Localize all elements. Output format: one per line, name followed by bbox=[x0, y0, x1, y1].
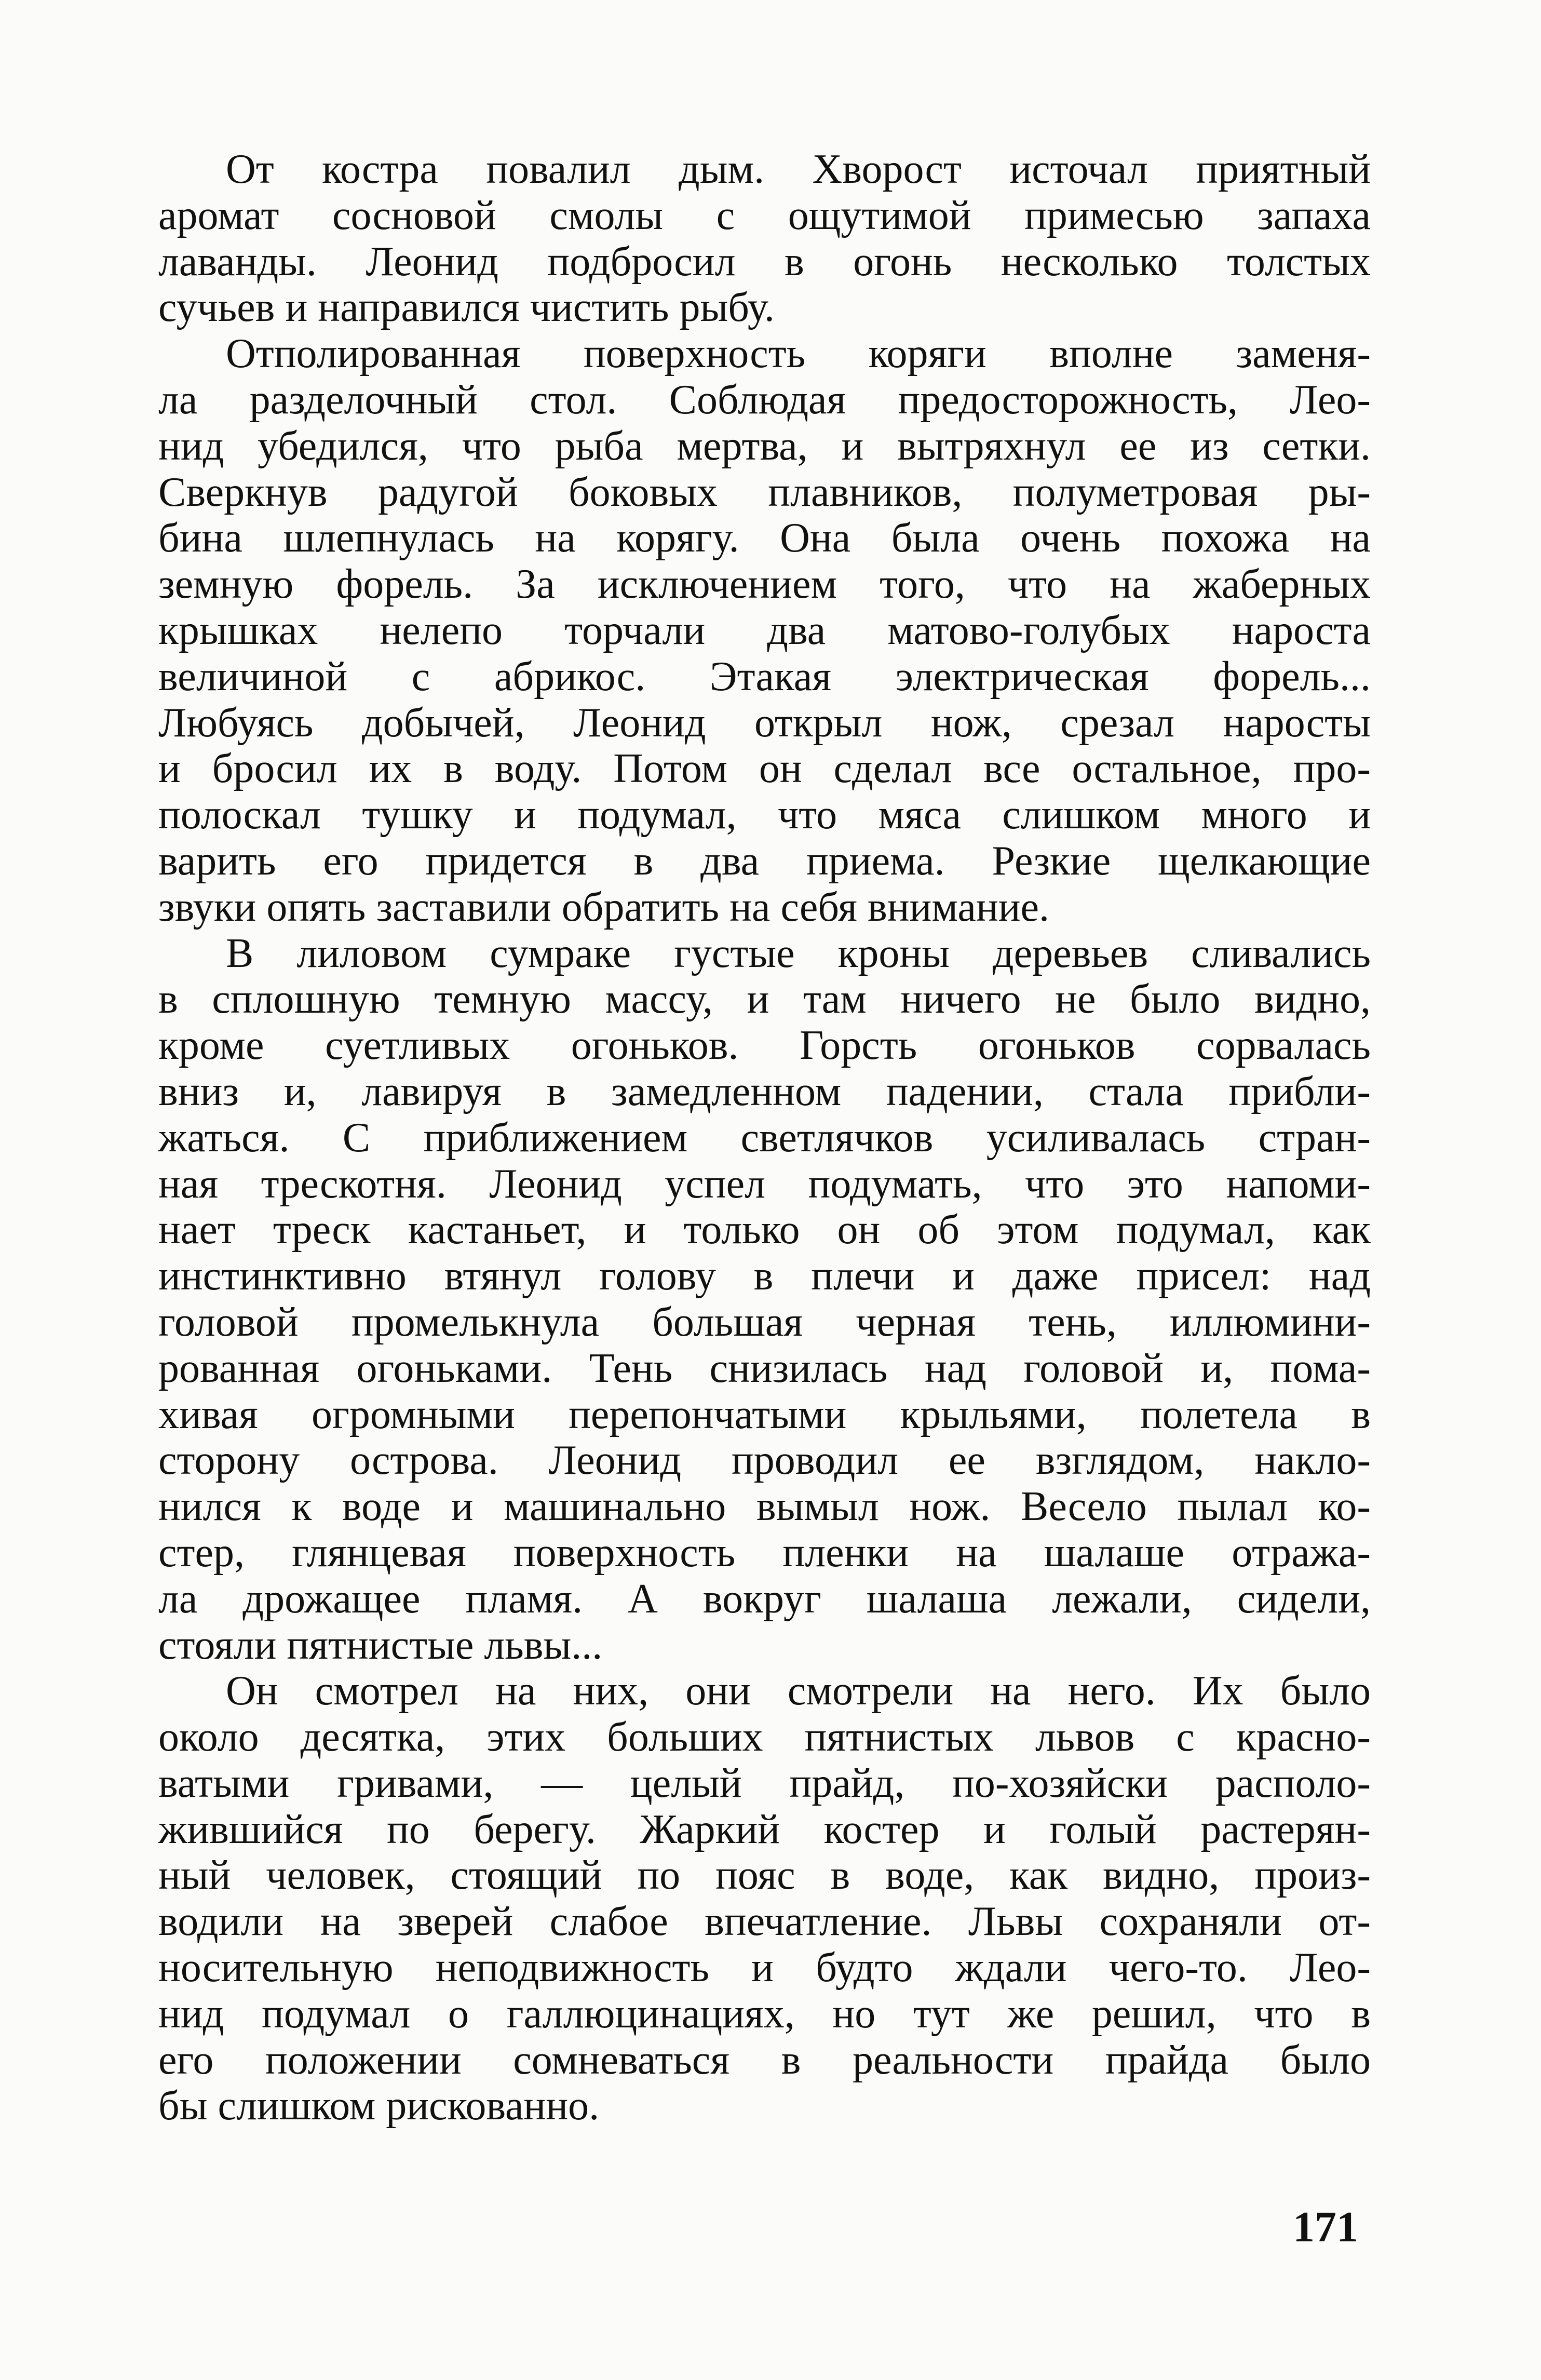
text-line: около десятка, этих больших пятнистых львов с красно- bbox=[158, 1714, 1371, 1760]
text-line: Любуясь добычей, Леонид открыл нож, срезал наросты bbox=[158, 700, 1371, 746]
text-line: головой промелькнула большая черная тень, иллюмини- bbox=[158, 1299, 1371, 1345]
text-line: водили на зверей слабое впечатление. Львы сохраняли от- bbox=[158, 1899, 1371, 1945]
text-line: звуки опять заставили обратить на себя внимание. bbox=[158, 884, 1050, 930]
text-line: сторону острова. Леонид проводил ее взглядом, накло- bbox=[158, 1437, 1371, 1484]
text-line: хивая огромными перепончатыми крыльями, полетела в bbox=[158, 1391, 1371, 1437]
text-line: стояли пятнистые львы... bbox=[158, 1622, 603, 1668]
text-line: бы слишком рискованно. bbox=[158, 2083, 600, 2129]
text-line: нид подумал о галлюцинациях, но тут же решил, что в bbox=[158, 1991, 1371, 2037]
text-line: нился к воде и машинально вымыл нож. Весело пылал ко- bbox=[158, 1484, 1371, 1530]
text-line: сучьев и направился чистить рыбу. bbox=[158, 285, 775, 331]
text-line: инстинктивно втянул голову в плечи и даже присел: над bbox=[158, 1253, 1371, 1299]
text-line: нает треск кастаньет, и только он об этом подумал, как bbox=[158, 1207, 1371, 1253]
text-line: носительную неподвижность и будто ждали чего-то. Лео- bbox=[158, 1945, 1371, 1991]
text-line: варить его придется в два приема. Резкие щелкающие bbox=[158, 838, 1371, 884]
text-line: ла разделочный стол. Соблюдая предосторожность, Лео- bbox=[158, 377, 1371, 423]
text-line: стер, глянцевая поверхность пленки на шалаше отража- bbox=[158, 1529, 1371, 1576]
text-line: бина шлепнулась на корягу. Она была очень похожа на bbox=[158, 515, 1371, 561]
text-line: ная трескотня. Леонид успел подумать, что это напоми- bbox=[158, 1161, 1371, 1207]
text-line: кроме суетливых огоньков. Горсть огоньков сорвалась bbox=[158, 1023, 1371, 1069]
text-line: Он смотрел на них, они смотрели на него. Их было bbox=[226, 1668, 1371, 1714]
text-line: лаванды. Леонид подбросил в огонь несколько толстых bbox=[158, 238, 1371, 285]
text-line: нид убедился, что рыба мертва, и вытряхнул ее из сетки. bbox=[158, 423, 1371, 469]
text-line: жаться. С приближением светлячков усиливалась стран- bbox=[158, 1114, 1371, 1161]
page-number: 171 bbox=[1293, 2203, 1358, 2251]
text-line: его положении сомневаться в реальности прайда было bbox=[158, 2037, 1371, 2083]
text-line: и бросил их в воду. Потом он сделал все остальное, про- bbox=[158, 746, 1371, 792]
text-line: В лиловом сумраке густые кроны деревьев сливались bbox=[226, 930, 1371, 976]
paragraph bbox=[158, 331, 1371, 930]
body-text bbox=[158, 146, 1371, 2129]
text-line: Сверкнув радугой боковых плавников, полуметровая ры- bbox=[158, 469, 1371, 515]
text-line: в сплошную темную массу, и там ничего не было видно, bbox=[158, 976, 1371, 1023]
text-line: ла дрожащее пламя. А вокруг шалаша лежали, сидели, bbox=[158, 1576, 1371, 1622]
text-line: Отполированная поверхность коряги вполне заменя- bbox=[226, 331, 1371, 377]
text-line: жившийся по берегу. Жаркий костер и голый растерян- bbox=[158, 1806, 1371, 1852]
text-line: земную форель. За исключением того, что на жаберных bbox=[158, 561, 1371, 608]
paragraph bbox=[158, 1668, 1371, 2129]
text-line: величиной с абрикос. Этакая электрическая форель... bbox=[158, 653, 1371, 700]
text-line: крышках нелепо торчали два матово-голубых нароста bbox=[158, 607, 1371, 653]
text-line: полоскал тушку и подумал, что мяса слишком много и bbox=[158, 792, 1371, 838]
text-line: ный человек, стоящий по пояс в воде, как видно, произ- bbox=[158, 1852, 1371, 1899]
text-line: рованная огоньками. Тень снизилась над головой и, пома- bbox=[158, 1345, 1371, 1391]
text-line: ватыми гривами, — целый прайд, по-хозяйски располо- bbox=[158, 1760, 1371, 1806]
paragraph bbox=[158, 146, 1371, 331]
text-line: вниз и, лавируя в замедленном падении, стала прибли- bbox=[158, 1068, 1371, 1114]
paragraph bbox=[158, 931, 1371, 1669]
text-line: От костра повалил дым. Хворост источал приятный bbox=[226, 146, 1371, 192]
text-line: аромат сосновой смолы с ощутимой примесью запаха bbox=[158, 192, 1371, 238]
